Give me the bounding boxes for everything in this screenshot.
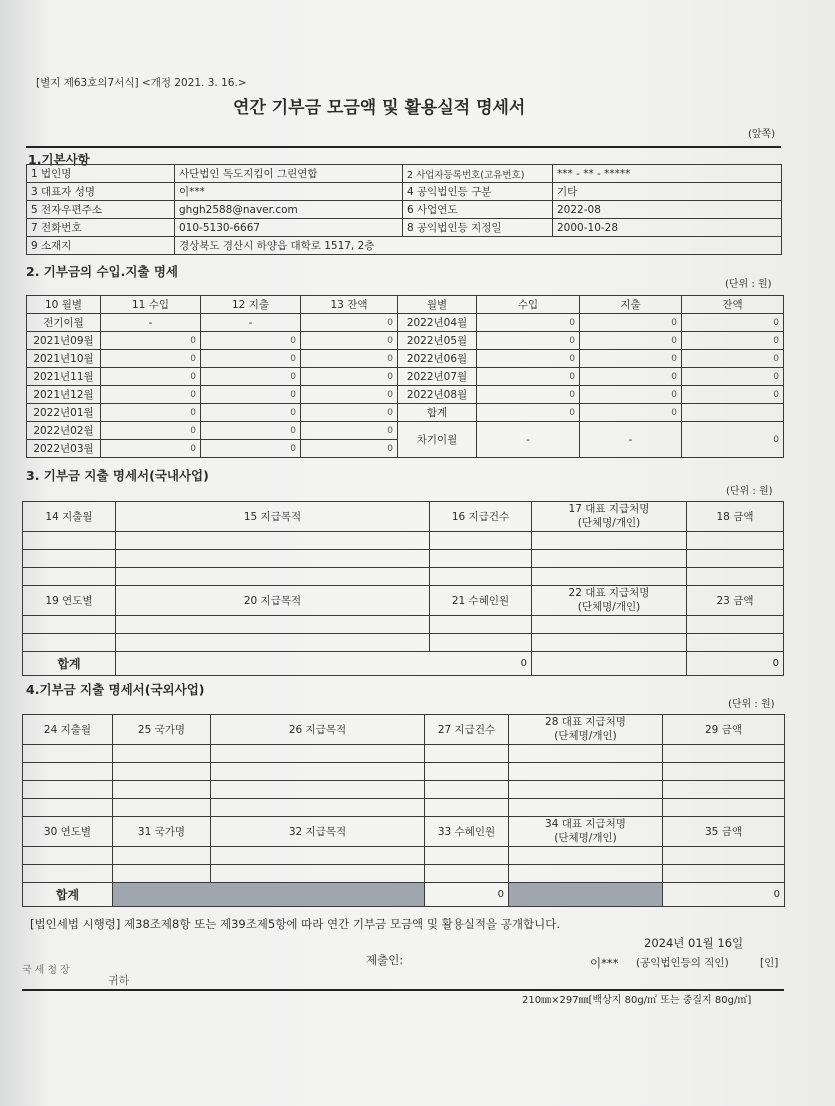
balance-cell: 0 xyxy=(301,350,398,368)
total-amount: 0 xyxy=(663,883,785,907)
table-row xyxy=(23,532,784,550)
address-value: 경상북도 경산시 하양읍 대학로 1517, 2층 xyxy=(175,237,782,255)
domestic-header-2 xyxy=(23,586,784,616)
total-label: 합계 xyxy=(23,652,116,676)
income-cell: 0 xyxy=(101,386,201,404)
expense-cell: 0 xyxy=(201,332,301,350)
income-expense-table xyxy=(26,295,784,458)
basic-info-row xyxy=(27,183,782,201)
table-row xyxy=(27,386,784,404)
income-cell: 0 xyxy=(101,332,201,350)
carry-forward-label: 차기이월 xyxy=(398,422,477,458)
balance-cell: 0 xyxy=(682,314,784,332)
col-income: 11 수입 xyxy=(101,296,201,314)
section2-unit: (단위 : 원) xyxy=(725,279,772,290)
col-country: 25 국가명 xyxy=(113,715,211,745)
balance-cell: 0 xyxy=(301,368,398,386)
section4-unit: (단위 : 원) xyxy=(728,699,775,710)
table-row xyxy=(23,568,784,586)
corp-name-value: 사단법인 독도지킴이 그린연합 xyxy=(175,165,403,183)
total-label: 합계 xyxy=(398,404,477,422)
carry-forward-expense: - xyxy=(580,422,682,458)
income-cell: 0 xyxy=(477,350,580,368)
email-label: 5 전자우편주소 xyxy=(27,201,175,219)
overseas-header-1 xyxy=(23,715,785,745)
submitter-role: (공익법인등의 직인) xyxy=(636,957,729,969)
submitter-label: 제출인: xyxy=(366,953,404,967)
fiscal-year-value: 2022-08 xyxy=(553,201,782,219)
balance-cell: 0 xyxy=(682,350,784,368)
month-cell: 2021년11월 xyxy=(27,368,101,386)
month-cell: 2022년08월 xyxy=(398,386,477,404)
table-row xyxy=(23,847,785,865)
income-cell: 0 xyxy=(477,332,580,350)
seal-mark: [인] xyxy=(760,957,779,969)
expense-cell: 0 xyxy=(580,314,682,332)
income-cell: 0 xyxy=(101,404,201,422)
col-recipient: 22 대표 지급처명 (단체명/개인) xyxy=(532,586,687,616)
col-amount: 35 금액 xyxy=(663,817,785,847)
table-row xyxy=(23,799,785,817)
expense-cell: 0 xyxy=(580,350,682,368)
disclosure-statement: [법인세법 시행령] 제38조제8항 또는 제39조제5항에 따라 연간 기부금 모금액 및 활용실적을 공개합니다. xyxy=(30,917,560,931)
total-amount: 0 xyxy=(687,652,784,676)
balance-cell: 0 xyxy=(301,422,398,440)
expense-cell: 0 xyxy=(580,386,682,404)
income-cell: 0 xyxy=(101,368,201,386)
col-amount: 23 금액 xyxy=(687,586,784,616)
total-balance xyxy=(682,404,784,422)
basic-info-row xyxy=(27,165,782,183)
balance-cell: 0 xyxy=(301,404,398,422)
col-amount: 29 금액 xyxy=(663,715,785,745)
col-purpose: 15 지급목적 xyxy=(116,502,430,532)
page-side-label: (앞쪽) xyxy=(748,129,776,140)
month-cell: 전기이월 xyxy=(27,314,101,332)
table-row xyxy=(27,422,784,440)
biz-number-value: *** - ** - ***** xyxy=(553,165,782,183)
biz-number-label: 2 사업자등록번호(고유번호) xyxy=(403,165,553,183)
total-count: 0 xyxy=(425,883,509,907)
total-count: 0 xyxy=(116,652,532,676)
table-row xyxy=(23,634,784,652)
expense-cell: 0 xyxy=(580,332,682,350)
rep-name-label: 3 대표자 성명 xyxy=(27,183,175,201)
month-cell: 2022년04월 xyxy=(398,314,477,332)
expense-cell: 0 xyxy=(580,368,682,386)
col-recipient: 28 대표 지급처명 (단체명/개인) xyxy=(509,715,663,745)
form-reference: [별지 제63호의7서식] <개정 2021. 3. 16.> xyxy=(36,77,247,89)
overseas-header-2 xyxy=(23,817,785,847)
submitter-name: 이*** xyxy=(590,956,619,970)
col-recipient: 34 대표 지급처명 (단체명/개인) xyxy=(509,817,663,847)
col-year: 30 연도별 xyxy=(23,817,113,847)
month-cell: 2021년12월 xyxy=(27,386,101,404)
expense-cell: 0 xyxy=(201,422,301,440)
income-expense-header xyxy=(27,296,784,314)
section3-heading: 3. 기부금 지출 명세서(국내사업) xyxy=(26,468,209,483)
submission-date: 2024년 01월 16일 xyxy=(644,936,744,950)
col-expense-month: 14 지출월 xyxy=(23,502,116,532)
income-cell: 0 xyxy=(101,350,201,368)
col-income-2: 수입 xyxy=(477,296,580,314)
income-cell: 0 xyxy=(477,314,580,332)
col-count: 27 지급건수 xyxy=(425,715,509,745)
month-cell: 2021년09월 xyxy=(27,332,101,350)
balance-cell: 0 xyxy=(682,386,784,404)
total-label: 합계 xyxy=(23,883,113,907)
income-cell: 0 xyxy=(101,440,201,458)
table-row xyxy=(27,404,784,422)
designation-date-value: 2000-10-28 xyxy=(553,219,782,237)
section3-unit: (단위 : 원) xyxy=(726,486,773,497)
month-cell: 2021년10월 xyxy=(27,350,101,368)
designation-date-label: 8 공익법인등 지정일 xyxy=(403,219,553,237)
honorific: 귀하 xyxy=(108,974,130,987)
org-type-value: 기타 xyxy=(553,183,782,201)
expense-cell: 0 xyxy=(201,368,301,386)
bottom-rule xyxy=(22,989,784,991)
table-row xyxy=(27,368,784,386)
table-row xyxy=(23,616,784,634)
carry-forward-balance: 0 xyxy=(682,422,784,458)
table-row xyxy=(23,763,785,781)
col-amount: 18 금액 xyxy=(687,502,784,532)
col-purpose: 20 지급목적 xyxy=(116,586,430,616)
basic-info-table xyxy=(26,164,782,255)
domestic-expense-table xyxy=(22,501,784,676)
carry-forward-income: - xyxy=(477,422,580,458)
basic-info-row xyxy=(27,237,782,255)
balance-cell: 0 xyxy=(682,332,784,350)
col-balance-2: 잔액 xyxy=(682,296,784,314)
month-cell: 2022년06월 xyxy=(398,350,477,368)
col-year: 19 연도별 xyxy=(23,586,116,616)
month-cell: 2022년02월 xyxy=(27,422,101,440)
domestic-header-1 xyxy=(23,502,784,532)
paper-spec: 210㎜×297㎜[백상지 80g/㎡ 또는 중질지 80g/㎡] xyxy=(522,995,752,1006)
addressee: 국세청장 xyxy=(22,965,73,976)
section1-heading: 1.기본사항 xyxy=(28,152,90,167)
email-value: ghgh2588@naver.com xyxy=(175,201,403,219)
table-row xyxy=(23,865,785,883)
col-month-2: 월별 xyxy=(398,296,477,314)
phone-label: 7 전화번호 xyxy=(27,219,175,237)
balance-cell: 0 xyxy=(301,332,398,350)
total-expense: 0 xyxy=(580,404,682,422)
col-expense-2: 지출 xyxy=(580,296,682,314)
overseas-total-row xyxy=(23,883,785,907)
total-income: 0 xyxy=(477,404,580,422)
rep-name-value: 이*** xyxy=(175,183,403,201)
col-country: 31 국가명 xyxy=(113,817,211,847)
section4-heading: 4.기부금 지출 명세서(국외사업) xyxy=(26,682,205,697)
col-beneficiaries: 33 수혜인원 xyxy=(425,817,509,847)
domestic-total-row xyxy=(23,652,784,676)
col-beneficiaries: 21 수혜인원 xyxy=(430,586,532,616)
table-row xyxy=(23,745,785,763)
month-cell: 2022년05월 xyxy=(398,332,477,350)
col-count: 16 지급건수 xyxy=(430,502,532,532)
col-month: 10 월별 xyxy=(27,296,101,314)
table-row xyxy=(27,332,784,350)
col-balance: 13 잔액 xyxy=(301,296,398,314)
month-cell: 2022년01월 xyxy=(27,404,101,422)
col-expense: 12 지출 xyxy=(201,296,301,314)
income-cell: 0 xyxy=(101,422,201,440)
balance-cell: 0 xyxy=(682,368,784,386)
expense-cell: - xyxy=(201,314,301,332)
table-row xyxy=(23,550,784,568)
balance-cell: 0 xyxy=(301,440,398,458)
col-expense-month: 24 지출월 xyxy=(23,715,113,745)
income-cell: - xyxy=(101,314,201,332)
address-label: 9 소재지 xyxy=(27,237,175,255)
basic-info-row xyxy=(27,219,782,237)
expense-cell: 0 xyxy=(201,404,301,422)
phone-value: 010-5130-6667 xyxy=(175,219,403,237)
col-purpose: 26 지급목적 xyxy=(211,715,425,745)
expense-cell: 0 xyxy=(201,350,301,368)
col-purpose: 32 지급목적 xyxy=(211,817,425,847)
document-title: 연간 기부금 모금액 및 활용실적 명세서 xyxy=(233,98,526,118)
overseas-expense-table xyxy=(22,714,785,907)
table-row xyxy=(23,781,785,799)
org-type-label: 4 공익법인등 구분 xyxy=(403,183,553,201)
basic-info-row xyxy=(27,201,782,219)
expense-cell: 0 xyxy=(201,386,301,404)
balance-cell: 0 xyxy=(301,314,398,332)
month-cell: 2022년07월 xyxy=(398,368,477,386)
expense-cell: 0 xyxy=(201,440,301,458)
corp-name-label: 1 법인명 xyxy=(27,165,175,183)
section2-heading: 2. 기부금의 수입.지출 명세 xyxy=(26,264,179,279)
income-cell: 0 xyxy=(477,386,580,404)
col-recipient: 17 대표 지급처명 (단체명/개인) xyxy=(532,502,687,532)
balance-cell: 0 xyxy=(301,386,398,404)
fiscal-year-label: 6 사업연도 xyxy=(403,201,553,219)
table-row xyxy=(27,350,784,368)
table-row xyxy=(27,314,784,332)
month-cell: 2022년03월 xyxy=(27,440,101,458)
income-cell: 0 xyxy=(477,368,580,386)
top-rule xyxy=(26,146,781,148)
